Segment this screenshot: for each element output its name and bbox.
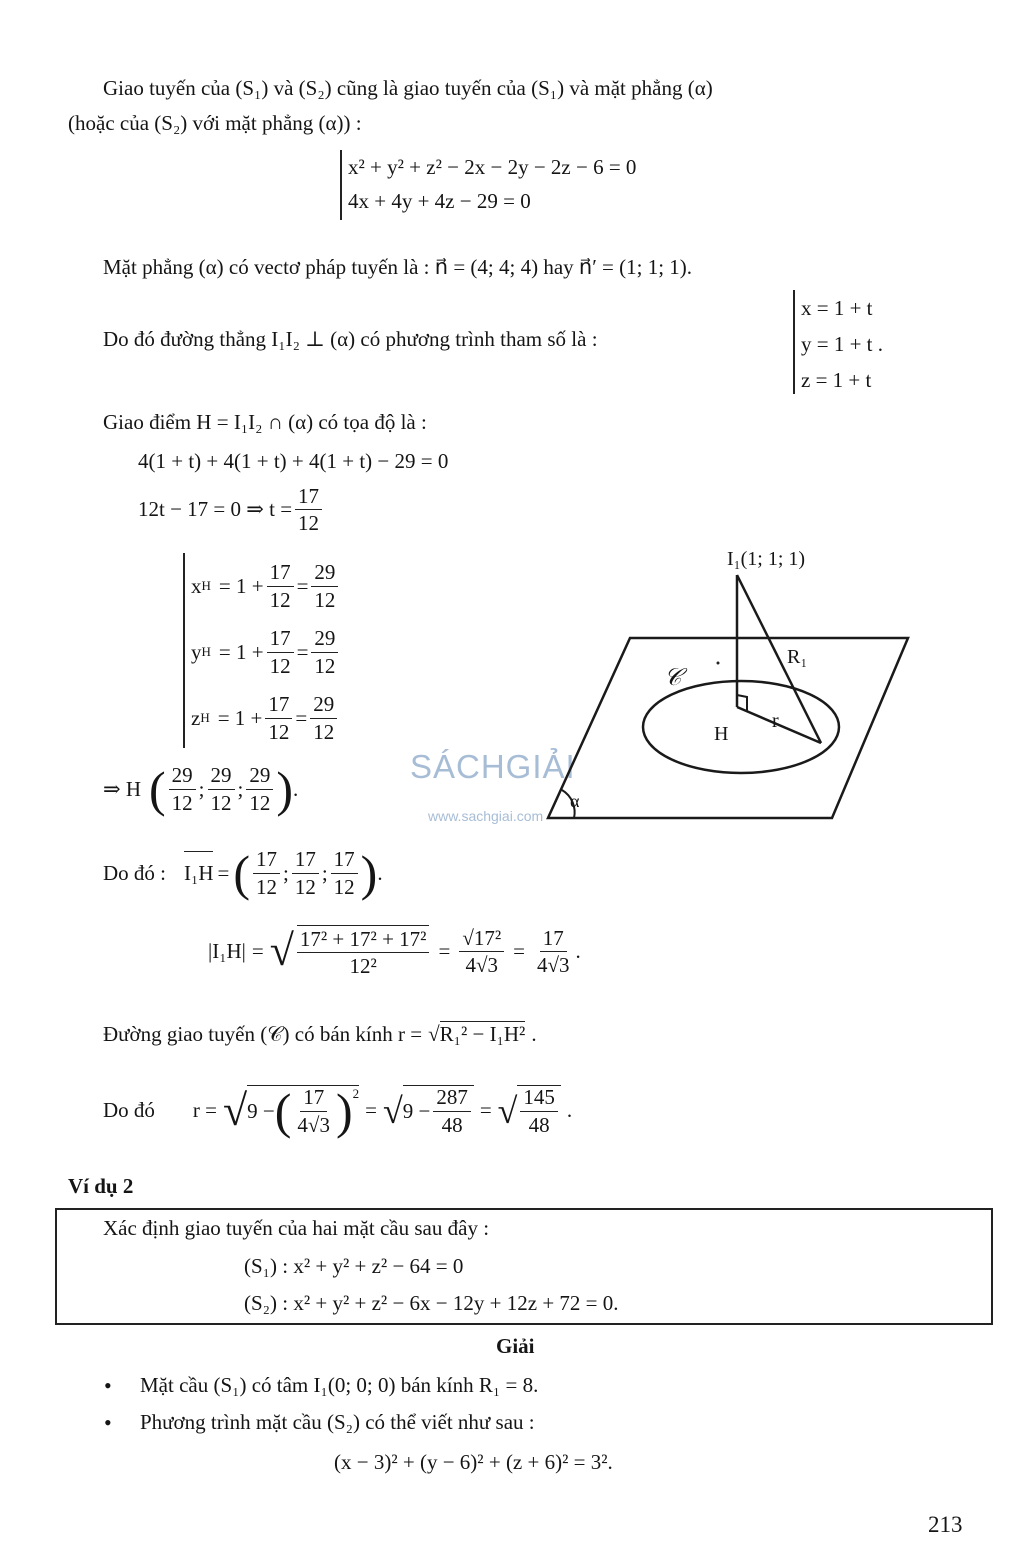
- bullet-icon: •: [104, 1373, 112, 1398]
- frac-num: 17: [331, 848, 358, 873]
- period: .: [566, 1098, 573, 1122]
- paren-right: ): [335, 1083, 353, 1139]
- h-coordinates-system: [183, 553, 341, 748]
- yh-sub: H: [201, 644, 211, 659]
- frac-num: 29: [208, 764, 235, 789]
- len-equals-2: =: [438, 938, 451, 963]
- bullet-2: Phương trình mặt cầu (S₂) có thể viết như sau :: [140, 1410, 535, 1434]
- frac-den: 12: [314, 653, 336, 678]
- param-x: x = 1 + t: [801, 296, 873, 320]
- segment-r1: [737, 575, 821, 743]
- yh-frac-1: [267, 627, 294, 676]
- equation-t-1: 4(1 + t) + 4(1 + t) + 4(1 + t) − 29 = 0: [138, 449, 449, 473]
- frac-den: 48: [441, 1112, 463, 1137]
- vector-arrow-icon: [184, 851, 213, 852]
- i1h-vector: [184, 861, 213, 886]
- zh-frac-2: [310, 693, 337, 742]
- r-frac: [294, 1086, 333, 1135]
- frac-den: 12: [210, 790, 232, 815]
- param-y: y = 1 + t .: [801, 332, 884, 356]
- param-z: z = 1 + t: [801, 368, 872, 392]
- h-frac-y: [208, 764, 235, 813]
- sqrt-icon: √: [269, 926, 294, 976]
- len-equals-1: =: [251, 938, 264, 963]
- zh-sub: H: [200, 710, 210, 725]
- sqrt-icon: √: [497, 1090, 518, 1131]
- equation-t-2-left: 12t − 17 = 0 ⇒ t =: [138, 497, 293, 522]
- zh-row: [191, 685, 341, 751]
- frac-den: 12: [268, 719, 290, 744]
- watermark-brand: SÁCHGIẢI: [410, 748, 576, 785]
- r-frac-287: [433, 1086, 471, 1135]
- frac-num: 17: [292, 848, 319, 873]
- xh-sub: H: [201, 578, 211, 593]
- frac-den: 12: [171, 790, 193, 815]
- zh-equals: =: [295, 705, 308, 730]
- frac-den: 12: [294, 874, 316, 899]
- sphere-plane-figure: [540, 545, 920, 830]
- nine-minus-2: 9 −: [402, 1098, 431, 1123]
- frac-num: 17: [267, 561, 294, 586]
- bullet-1: Mặt cầu (S₁) có tâm I₁(0; 0; 0) bán kính R₁ = 8.: [140, 1373, 539, 1397]
- system-eq-2: 4x + 4y + 4z − 29 = 0: [348, 189, 531, 213]
- frac-num: 17: [300, 1086, 327, 1111]
- len-equals-3: =: [513, 938, 525, 963]
- fraction-17-12: [295, 485, 322, 534]
- system-eq-1: x² + y² + z² − 2x − 2y − 2z − 6 = 0: [348, 155, 637, 179]
- r-equals: r =: [192, 1098, 218, 1122]
- i1h-length-line: |I₁H| = √ $\frac{\text{17² + 17² + 17²}}{\text{12²}}$ = $\frac{\text{√17²}}{4√3}$ = $\frac{17}{4√3}$ .: [208, 925, 581, 979]
- nine-minus: 9 −: [247, 1098, 275, 1123]
- frac-den: 12: [269, 653, 291, 678]
- xh-row: [191, 553, 341, 619]
- radius-expr: R₁² − I₁H²: [439, 1022, 526, 1046]
- xh-equals: =: [296, 573, 309, 598]
- h-point: ⇒ H ( $\frac{29}{12}$ ; $\frac{29}{12}$ ; $\frac{29}{12}$ ) .: [103, 761, 299, 817]
- i1h-vector-text: I₁H: [184, 860, 214, 885]
- len-frac-3: [534, 927, 573, 976]
- frac-num: 17: [295, 485, 322, 510]
- frac-num: √17²: [459, 927, 504, 952]
- len-frac-1: [297, 925, 430, 977]
- frac-num: 29: [246, 764, 273, 789]
- xh-frac-2: [311, 561, 338, 610]
- i1h-vector-line: Do đó : I₁H = ( $\frac{17}{12}$ ; $\frac{17}{12}$ ; $\frac{17}{12}$ ) .: [103, 845, 383, 901]
- frac-num: 29: [310, 693, 337, 718]
- intro-line-1: Giao tuyến của (S₁) và (S₂) cũng là giao tuyến của (S₁) và mặt phẳng (α): [103, 76, 713, 100]
- yh-equals: =: [296, 639, 309, 664]
- sqrt-icon: √: [223, 1085, 248, 1135]
- segment-r: [737, 707, 821, 743]
- r-sqrt-body-3: [517, 1085, 561, 1135]
- paren-left: (: [233, 845, 250, 901]
- label-r: r: [772, 710, 779, 732]
- s1-equation: (S₁) : x² + y² + z² − 64 = 0: [244, 1254, 464, 1278]
- equation-t-2: [138, 485, 325, 534]
- example-prompt: Xác định giao tuyến của hai mặt cầu sau đây :: [103, 1216, 490, 1240]
- intro-line-2: (hoặc của (S₂) với mặt phẳng (α)) :: [68, 111, 362, 135]
- sqrt-icon: √: [382, 1090, 403, 1131]
- frac-den: 48: [528, 1112, 550, 1137]
- param-system: [793, 290, 883, 394]
- sqrt-content: 17²: [473, 925, 502, 950]
- frac-den: 12: [298, 511, 320, 536]
- xh-frac-1: [267, 561, 294, 610]
- bullet-icon: •: [104, 1410, 112, 1435]
- paren-left: (: [274, 1083, 292, 1139]
- frac-den: 4√3: [465, 952, 498, 977]
- solution-title: Giải: [496, 1334, 535, 1358]
- normal-vector-text: Mặt phẳng (α) có vectơ pháp tuyến là : n⃗ = (4; 4; 4) hay n⃗′ = (1; 1; 1).: [103, 255, 693, 279]
- yh-row: [191, 619, 341, 685]
- len-frac-2: [459, 927, 504, 976]
- paren-left: (: [149, 761, 166, 817]
- line-param-text: Do đó đường thẳng I₁I₂ ⊥ (α) có phương trình tham số là :: [103, 327, 598, 351]
- r-computation-line: [103, 1083, 573, 1139]
- r-sqrt-body-2: [403, 1085, 474, 1135]
- frac-num: 29: [311, 627, 338, 652]
- label-c: 𝒞: [664, 665, 682, 691]
- h-point-prefix: ⇒ H: [103, 776, 142, 801]
- frac-den: 4√3: [536, 952, 570, 977]
- i1h-abs: |I₁H|: [208, 938, 246, 963]
- yh-eq: = 1 +: [218, 639, 264, 664]
- frac-den: 12: [314, 587, 336, 612]
- yh-var: y: [191, 639, 202, 664]
- radius-text: Đường giao tuyến (𝒞) có bán kính r =: [103, 1022, 423, 1046]
- frac-den: 4√3: [297, 1112, 330, 1137]
- xh-var: x: [191, 573, 202, 598]
- system-equations: [340, 150, 636, 220]
- frac-num: 287: [433, 1086, 471, 1111]
- dot-mark: [717, 662, 720, 665]
- zh-eq: = 1 +: [217, 705, 263, 730]
- label-alpha: α: [570, 791, 580, 811]
- frac-num: 145: [520, 1086, 558, 1111]
- label-i1: I₁(1; 1; 1): [727, 548, 806, 570]
- r-sqrt-body: 9 − ( $\frac{17}{4√3}$ ) $^2$: [247, 1083, 360, 1139]
- frac-num: 29: [169, 764, 196, 789]
- example-title: Ví dụ 2: [68, 1174, 134, 1198]
- radius-sqrt: √R₁² − I₁H²: [428, 1022, 526, 1046]
- frac-num: 17: [267, 627, 294, 652]
- frac-num: 17: [540, 927, 567, 952]
- frac-num: 17² + 17² + 17²: [297, 928, 430, 953]
- paren-right: ): [360, 845, 378, 901]
- i1h-frac-y: [292, 848, 319, 897]
- do-do-r-label: Do đó: [103, 1098, 155, 1122]
- i1h-equals: =: [217, 860, 230, 885]
- xh-eq: = 1 +: [218, 573, 264, 598]
- frac-den: 12: [249, 790, 271, 815]
- watermark-url: www.sachgiai.com: [428, 808, 544, 824]
- s2-rewrite: (x − 3)² + (y − 6)² + (z + 6)² = 3².: [334, 1450, 613, 1474]
- label-r1: R₁: [787, 646, 808, 668]
- frac-num: 17: [265, 693, 292, 718]
- i1h-frac-z: [331, 848, 358, 897]
- frac-num: 17: [253, 848, 280, 873]
- intersection-text: Giao điểm H = I₁I₂ ∩ (α) có tọa độ là :: [103, 410, 427, 434]
- frac-den: 12: [255, 874, 277, 899]
- paren-right: ): [276, 761, 294, 817]
- frac-den: 12²: [349, 954, 377, 979]
- frac-num: 29: [311, 561, 338, 586]
- period: .: [531, 1022, 537, 1046]
- i1h-frac-x: [253, 848, 280, 897]
- zh-var: z: [191, 705, 201, 730]
- do-do-label: Do đó :: [103, 860, 166, 885]
- r-frac-145: [520, 1086, 558, 1135]
- zh-frac-1: [265, 693, 292, 742]
- r-equals-2: =: [365, 1098, 377, 1122]
- label-h: H: [714, 723, 729, 745]
- radius-line: [103, 1022, 537, 1047]
- frac-den: 12: [269, 587, 291, 612]
- h-frac-z: [246, 764, 273, 813]
- h-frac-x: [169, 764, 196, 813]
- yh-frac-2: [311, 627, 338, 676]
- page-number: 213: [928, 1512, 963, 1537]
- r-equals-3: =: [479, 1098, 492, 1122]
- frac-den: 12: [333, 874, 355, 899]
- s2-equation: (S₂) : x² + y² + z² − 6x − 12y + 12z + 72 = 0.: [244, 1291, 619, 1315]
- frac-den: 12: [313, 719, 335, 744]
